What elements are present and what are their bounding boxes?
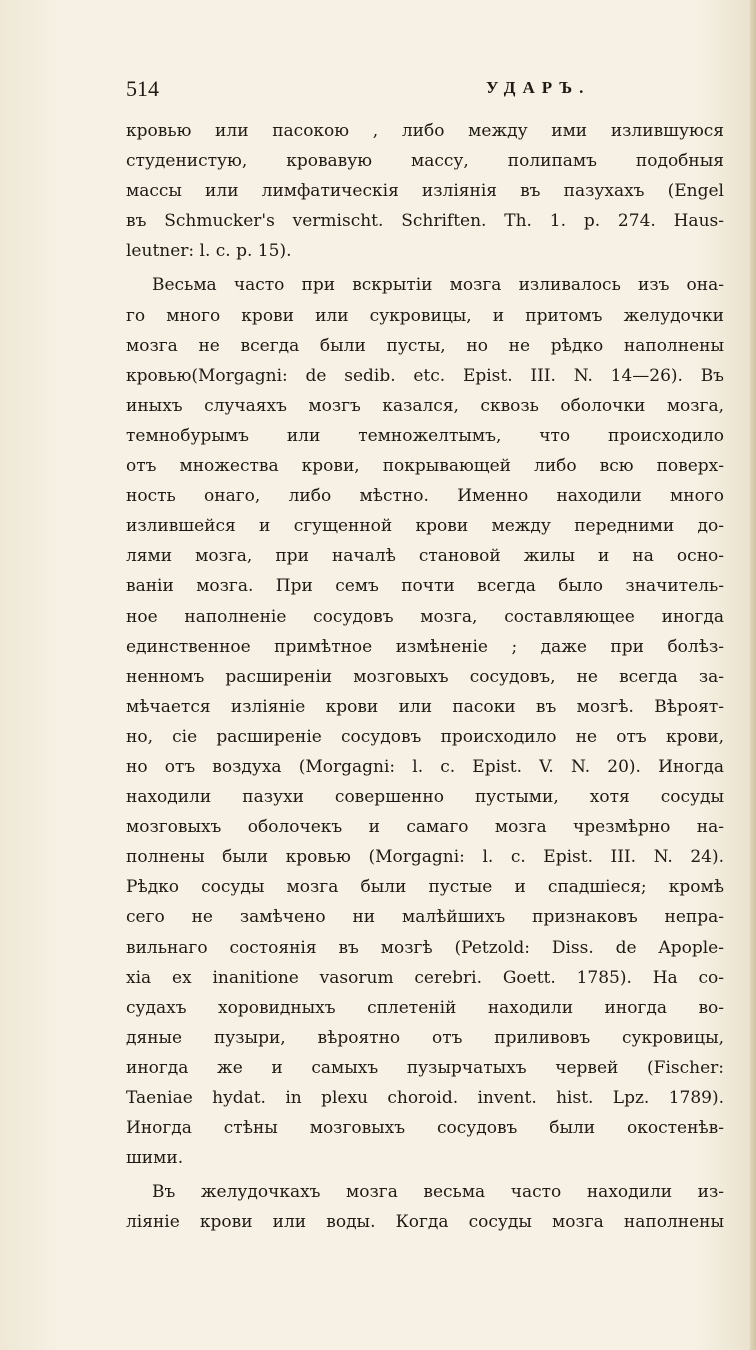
page-header — [126, 76, 720, 110]
text-line: вильнаго состоянія въ мозгѣ (Petzold: Diss. de Apople- — [126, 937, 724, 958]
text-line: отъ множества крови, покрывающей либо всю поверх- — [126, 456, 724, 477]
running-title: УДАРЪ. — [486, 78, 591, 97]
text-line: единственное примѣтное измѣненіе ; даже при болѣз- — [126, 636, 724, 657]
text-line: студенистую, кровавую массу, полипамъ подобныя — [126, 151, 724, 172]
text-line: массы или лимфатическія изліянія въ пазухахъ (Engel — [126, 181, 724, 202]
text-line: xia ex inanitione vasorum cerebri. Goett. 1785). На со- — [126, 967, 724, 988]
text-line: ненномъ расширеніи мозговыхъ сосудовъ, не всегда за- — [126, 666, 724, 687]
text-line: Taeniae hydat. in plexu choroid. invent. hist. Lpz. 1789). — [126, 1088, 724, 1108]
text-line: но отъ воздуха (Morgagni: l. c. Epist. V. N. 20). Иногда — [126, 756, 724, 777]
text-line: излившейся и сгущенной крови между передними до- — [126, 516, 724, 537]
text-line: ное наполненіе сосудовъ мозга, составляющее иногда — [126, 606, 724, 627]
text-line: иногда же и самыхъ пузырчатыхъ червей (Fischer: — [126, 1057, 724, 1078]
text-line: кровью или пасокою , либо между ими излившуюся — [126, 121, 724, 141]
text-line: го много крови или сукровицы, и притомъ желудочки — [126, 305, 724, 326]
text-line: темнобурымъ или темножелтымъ, что происходило — [126, 425, 724, 446]
text-line: но, сіе расширеніе сосудовъ происходило не отъ крови, — [126, 726, 724, 747]
text-line: полнены были кровью (Morgagni: l. c. Epist. III. N. 24). — [126, 847, 724, 868]
text-line: сего не замѣчено ни малѣйшихъ признаковъ непра- — [126, 907, 724, 928]
text-line: лями мозга, при началѣ становой жилы и на осно- — [126, 546, 724, 567]
text-line: мозга не всегда были пусты, но не рѣдко наполнены — [126, 335, 724, 356]
text-line: ліяніе крови или воды. Когда сосуды мозга наполнены — [126, 1212, 724, 1233]
text-line: ность онаго, либо мѣстно. Именно находили много — [126, 486, 724, 507]
text-line: кровью(Morgagni: de sedib. etc. Epist. III. N. 14—26). Въ — [126, 365, 724, 386]
text-line: судахъ хоровидныхъ сплетеній находили иногда во- — [126, 997, 724, 1018]
text-line: Иногда стѣны мозговыхъ сосудовъ были окостенѣв- — [126, 1118, 724, 1139]
text-line: дяные пузыри, вѣроятно отъ приливовъ сукровицы, — [126, 1027, 724, 1048]
text-line: Рѣдко сосуды мозга были пустые и спадшіеся; кромѣ — [126, 877, 724, 898]
text-line: Весьма часто при вскрытіи мозга изливалось изъ она- — [152, 275, 724, 296]
text-line: иныхъ случаяхъ мозгъ казался, сквозь оболочки мозга, — [126, 395, 724, 416]
text-line: ваніи мозга. При семъ почти всегда было значитель- — [126, 576, 724, 597]
text-line: leutner: l. c. p. 15). — [126, 241, 292, 262]
text-line: мозговыхъ оболочекъ и самаго мозга чрезмѣрно на- — [126, 817, 724, 838]
text-line: шими. — [126, 1148, 184, 1169]
text-line: Въ желудочкахъ мозга весьма часто находили из- — [152, 1182, 724, 1203]
text-line: мѣчается изліяніе крови или пасоки въ мозгѣ. Вѣроят- — [126, 696, 724, 717]
body-text — [126, 116, 724, 1237]
text-line: находили пазухи совершенно пустыми, хотя сосуды — [126, 787, 724, 808]
text-line: въ Schmucker's vermischt. Schriften. Th. 1. p. 274. Haus- — [126, 211, 724, 232]
page-edge — [750, 0, 756, 1350]
page-number: 514 — [126, 76, 159, 101]
